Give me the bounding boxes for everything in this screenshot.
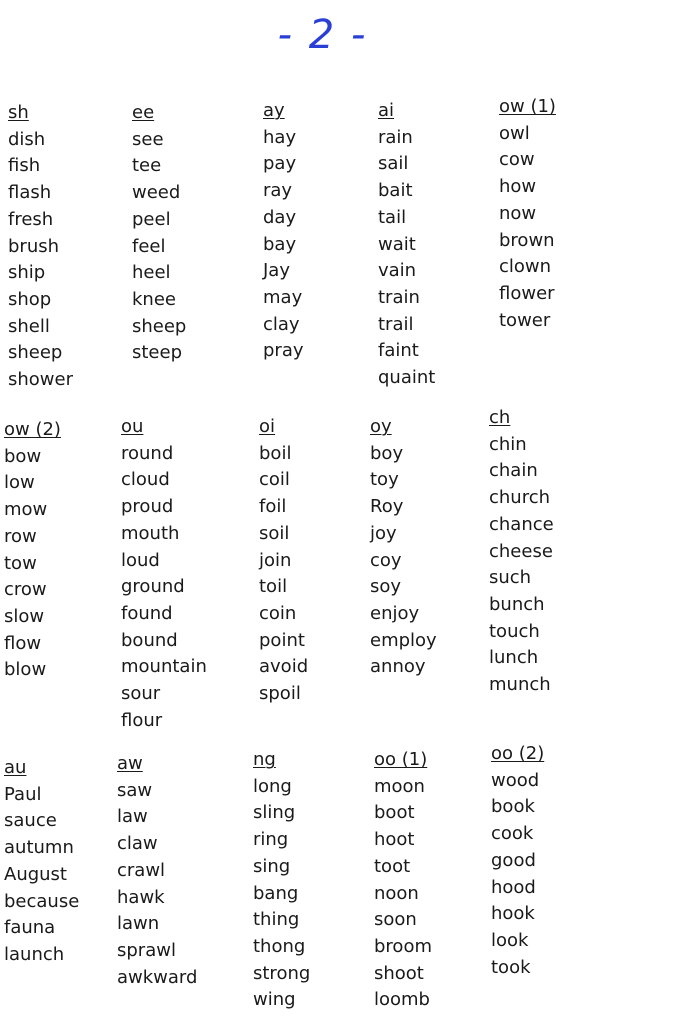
word-item: chin	[489, 433, 527, 455]
word-item: tail	[378, 206, 407, 228]
word-item: munch	[489, 674, 551, 696]
word-item: soon	[374, 909, 417, 931]
word-item: shoot	[374, 962, 424, 984]
word-item: sprawl	[117, 939, 176, 961]
column-header: oo (1)	[374, 749, 428, 770]
word-item: claw	[117, 833, 158, 855]
word-item: good	[491, 849, 536, 871]
word-item: soy	[370, 576, 402, 598]
word-item: Paul	[4, 783, 42, 805]
word-item: proud	[121, 496, 174, 518]
phonics-column	[489, 405, 619, 699]
word-item: now	[499, 202, 537, 224]
word-item: chain	[489, 460, 538, 482]
word-item: day	[263, 206, 297, 228]
word-item: launch	[4, 943, 65, 965]
column-header: sh	[8, 102, 29, 123]
word-item: peel	[132, 208, 171, 230]
word-item: brown	[499, 229, 555, 251]
page-number: - 2 -	[277, 12, 368, 58]
word-item: ring	[253, 829, 289, 851]
phonics-column	[253, 747, 383, 1014]
phonics-column	[491, 741, 621, 981]
word-item: wait	[378, 233, 416, 255]
word-item: lunch	[489, 647, 539, 669]
word-item: round	[121, 442, 174, 464]
word-item: coy	[370, 549, 402, 571]
word-item: wing	[253, 989, 296, 1011]
word-item: bay	[263, 233, 297, 255]
column-header: ow (2)	[4, 419, 61, 440]
phonics-column	[374, 747, 504, 1014]
word-item: low	[4, 472, 35, 494]
word-item: toil	[259, 576, 288, 598]
word-item: brush	[8, 235, 60, 257]
word-item: sing	[253, 855, 291, 877]
word-item: toy	[370, 469, 399, 491]
word-item: fish	[8, 155, 41, 177]
word-item: annoy	[370, 656, 426, 678]
word-item: shower	[8, 369, 73, 391]
word-item: heel	[132, 262, 171, 284]
word-item: steep	[132, 342, 183, 364]
word-item: autumn	[4, 837, 74, 859]
word-item: thong	[253, 935, 306, 957]
word-item: sling	[253, 802, 296, 824]
word-item: August	[4, 863, 67, 885]
word-item: bow	[4, 445, 42, 467]
phonics-column	[132, 100, 262, 367]
word-item: strong	[253, 962, 311, 984]
word-item: loomb	[374, 989, 430, 1011]
word-item: cheese	[489, 540, 553, 562]
phonics-column	[378, 98, 508, 392]
column-header: ee	[132, 102, 155, 123]
word-item: join	[259, 549, 292, 571]
column-header: au	[4, 757, 27, 778]
word-item: pray	[263, 340, 304, 362]
phonics-column	[8, 100, 138, 394]
column-header: oi	[259, 416, 276, 437]
word-item: slow	[4, 605, 45, 627]
phonics-column	[499, 94, 629, 334]
word-item: church	[489, 487, 551, 509]
word-item: sour	[121, 683, 161, 705]
word-item: soil	[259, 522, 290, 544]
phonics-column	[263, 98, 393, 365]
word-item: foil	[259, 496, 287, 518]
word-item: shell	[8, 315, 50, 337]
word-item: row	[4, 525, 37, 547]
word-item: look	[491, 929, 529, 951]
phonics-column	[117, 751, 247, 991]
word-item: tow	[4, 552, 37, 574]
word-item: tee	[132, 155, 162, 177]
word-item: long	[253, 775, 292, 797]
word-item: thing	[253, 909, 300, 931]
word-item: vain	[378, 260, 417, 282]
word-item: enjoy	[370, 602, 420, 624]
word-item: fauna	[4, 917, 56, 939]
word-item: bunch	[489, 593, 545, 615]
phonics-column	[121, 414, 251, 734]
word-item: loud	[121, 549, 160, 571]
word-item: pay	[263, 153, 297, 175]
word-item: saw	[117, 779, 153, 801]
word-item: law	[117, 806, 148, 828]
word-item: Jay	[263, 260, 290, 282]
word-item: toot	[374, 855, 411, 877]
word-item: how	[499, 176, 537, 198]
word-item: quaint	[378, 367, 436, 389]
word-item: flash	[8, 182, 52, 204]
word-item: rain	[378, 126, 413, 148]
word-item: chance	[489, 513, 554, 535]
word-item: sheep	[8, 342, 63, 364]
column-header: ai	[378, 100, 395, 121]
word-item: lawn	[117, 913, 160, 935]
word-item: hawk	[117, 886, 165, 908]
word-item: shop	[8, 288, 52, 310]
word-item: noon	[374, 882, 419, 904]
word-item: bang	[253, 882, 299, 904]
word-item: joy	[370, 522, 397, 544]
word-item: fresh	[8, 208, 54, 230]
word-item: Roy	[370, 496, 404, 518]
word-item: sauce	[4, 810, 57, 832]
word-item: crow	[4, 579, 47, 601]
word-item: dish	[8, 128, 46, 150]
word-item: ray	[263, 180, 293, 202]
column-header: oy	[370, 416, 392, 437]
column-header: ay	[263, 100, 285, 121]
column-header: ch	[489, 407, 511, 428]
word-item: broom	[374, 935, 432, 957]
word-item: awkward	[117, 966, 198, 988]
word-item: flour	[121, 709, 163, 731]
word-item: bait	[378, 180, 413, 202]
word-item: touch	[489, 620, 540, 642]
word-item: such	[489, 567, 532, 589]
word-item: employ	[370, 629, 437, 651]
word-item: see	[132, 128, 164, 150]
word-item: spoil	[259, 683, 301, 705]
word-item: flower	[499, 282, 555, 304]
column-header: aw	[117, 753, 143, 774]
word-item: bound	[121, 629, 178, 651]
word-item: mouth	[121, 522, 180, 544]
word-item: crawl	[117, 859, 166, 881]
word-item: weed	[132, 182, 181, 204]
word-item: trail	[378, 313, 414, 335]
word-item: owl	[499, 122, 530, 144]
column-header: ng	[253, 749, 276, 770]
word-item: train	[378, 286, 420, 308]
word-item: hood	[491, 876, 536, 898]
word-item: coin	[259, 602, 297, 624]
word-item: hook	[491, 903, 535, 925]
word-item: because	[4, 890, 80, 912]
column-header: ow (1)	[499, 96, 556, 117]
phonics-column	[4, 417, 134, 684]
column-header: ou	[121, 416, 144, 437]
word-item: avoid	[259, 656, 309, 678]
word-item: cook	[491, 823, 534, 845]
word-item: feel	[132, 235, 166, 257]
word-item: boy	[370, 442, 404, 464]
word-item: sheep	[132, 315, 187, 337]
word-item: took	[491, 956, 531, 978]
word-item: blow	[4, 659, 47, 681]
word-item: ground	[121, 576, 185, 598]
word-item: may	[263, 286, 303, 308]
word-item: clay	[263, 313, 300, 335]
word-item: wood	[491, 769, 540, 791]
word-item: hay	[263, 126, 297, 148]
word-item: mountain	[121, 656, 207, 678]
word-item: moon	[374, 775, 425, 797]
word-item: ship	[8, 262, 46, 284]
word-item: boil	[259, 442, 292, 464]
word-item: found	[121, 602, 173, 624]
word-item: faint	[378, 340, 419, 362]
word-item: tower	[499, 309, 551, 331]
word-item: flow	[4, 632, 42, 654]
word-item: coil	[259, 469, 290, 491]
word-item: mow	[4, 499, 48, 521]
word-item: point	[259, 629, 305, 651]
word-item: clown	[499, 256, 552, 278]
word-item: sail	[378, 153, 409, 175]
word-item: hoot	[374, 829, 415, 851]
word-item: cow	[499, 149, 535, 171]
word-item: boot	[374, 802, 415, 824]
column-header: oo (2)	[491, 743, 545, 764]
word-item: book	[491, 796, 535, 818]
phonics-column	[370, 414, 500, 681]
phonics-column	[4, 755, 134, 969]
word-item: cloud	[121, 469, 170, 491]
word-item: knee	[132, 288, 176, 310]
